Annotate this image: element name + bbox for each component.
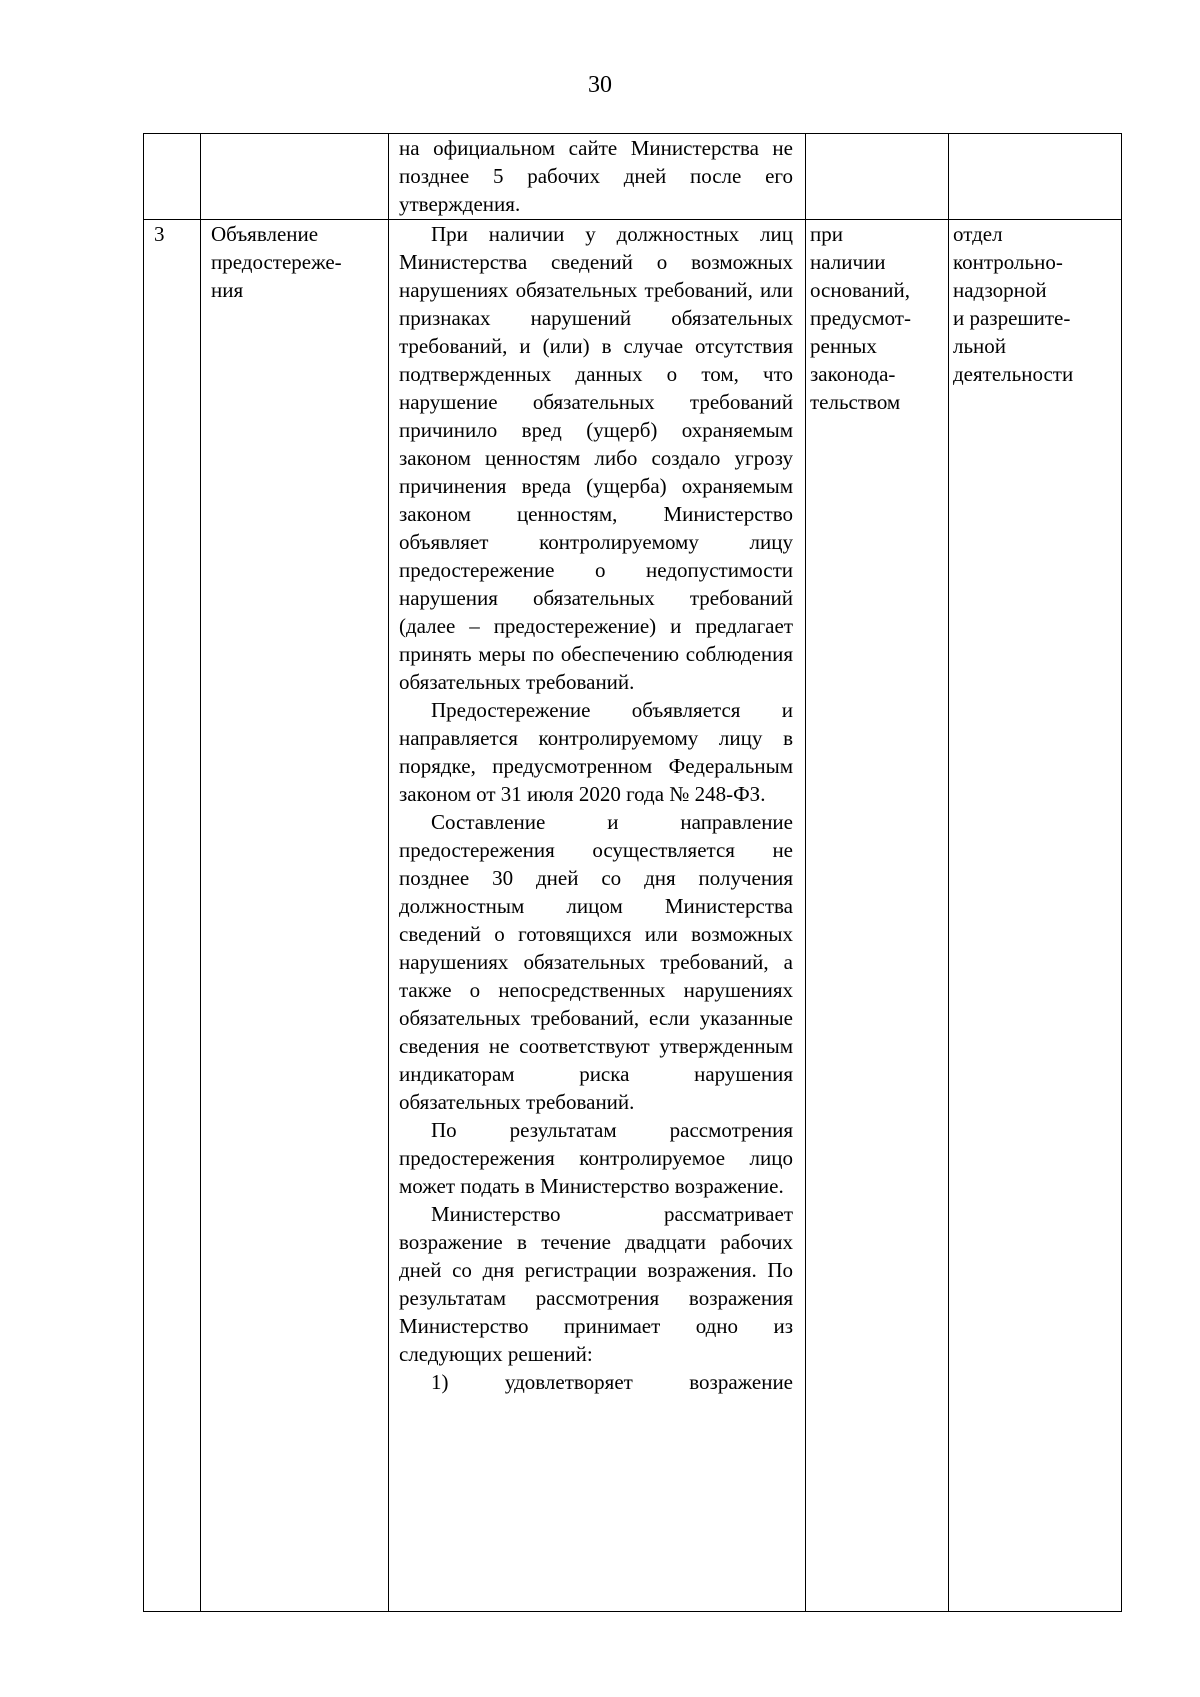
description-paragraph: Составление и направление предостережения осуществляется не позднее 30 дней со дня получения должностным лицом Министерства сведений о готовящихся или возможных нарушениях обязательных требований, а также о непосредственных нарушениях обязательных требований, если указанные сведения не соответствуют утвержденным индикаторам риска нарушения обязательных требований.	[399, 810, 793, 1114]
timing-cell	[806, 134, 949, 220]
timing-cell: при наличии оснований, предусмот- ренных законода- тельством	[806, 220, 949, 1612]
responsible-cell: отдел контрольно- надзорной и разрешите- льной деятельности	[949, 220, 1122, 1612]
description-paragraph: По результатам рассмотрения предостережения контролируемое лицо может подать в Министерство возражение.	[399, 1118, 793, 1198]
measures-table	[143, 133, 1122, 1612]
description-paragraph: 1) удовлетворяет возражение	[431, 1370, 793, 1394]
measure-name-cell: Объявление предостереже- ния	[201, 220, 389, 1612]
description-paragraph: на официальном сайте Министерства не позднее 5 рабочих дней после его утверждения.	[399, 136, 793, 216]
responsible-cell	[949, 134, 1122, 220]
table-row	[144, 134, 1122, 220]
page-number: 30	[588, 72, 612, 98]
measure-description-cell	[389, 134, 806, 220]
measure-name-cell	[201, 134, 389, 220]
description-paragraph: При наличии у должностных лиц Министерства сведений о возможных нарушениях обязательных требований, или признаках нарушений обязательных требований, и (или) в случае отсутствия подтвержденных данных о том, что нарушение обязательных требований причинило вред (ущерб) охраняемым законом ценностям либо создало угрозу причинения вреда (ущерба) охраняемым законом ценностям, Министерство объявляет контролируемому лицу предостережение о недопустимости нарушения обязательных требований (далее – предостережение) и предлагает принять меры по обеспечению соблюдения обязательных требований.	[399, 222, 793, 694]
row-number-cell: 3	[144, 220, 201, 1612]
table-row	[144, 220, 1122, 1612]
row-number-cell	[144, 134, 201, 220]
description-paragraph: Предостережение объявляется и направляется контролируемому лицу в порядке, предусмотренном Федеральным законом от 31 июля 2020 года № 248-ФЗ.	[399, 698, 793, 806]
description-paragraph: Министерство рассматривает возражение в течение двадцати рабочих дней со дня регистрации возражения. По результатам рассмотрения возражения Министерство принимает одно из следующих решений:	[399, 1202, 793, 1366]
measure-description-cell	[389, 220, 806, 1612]
